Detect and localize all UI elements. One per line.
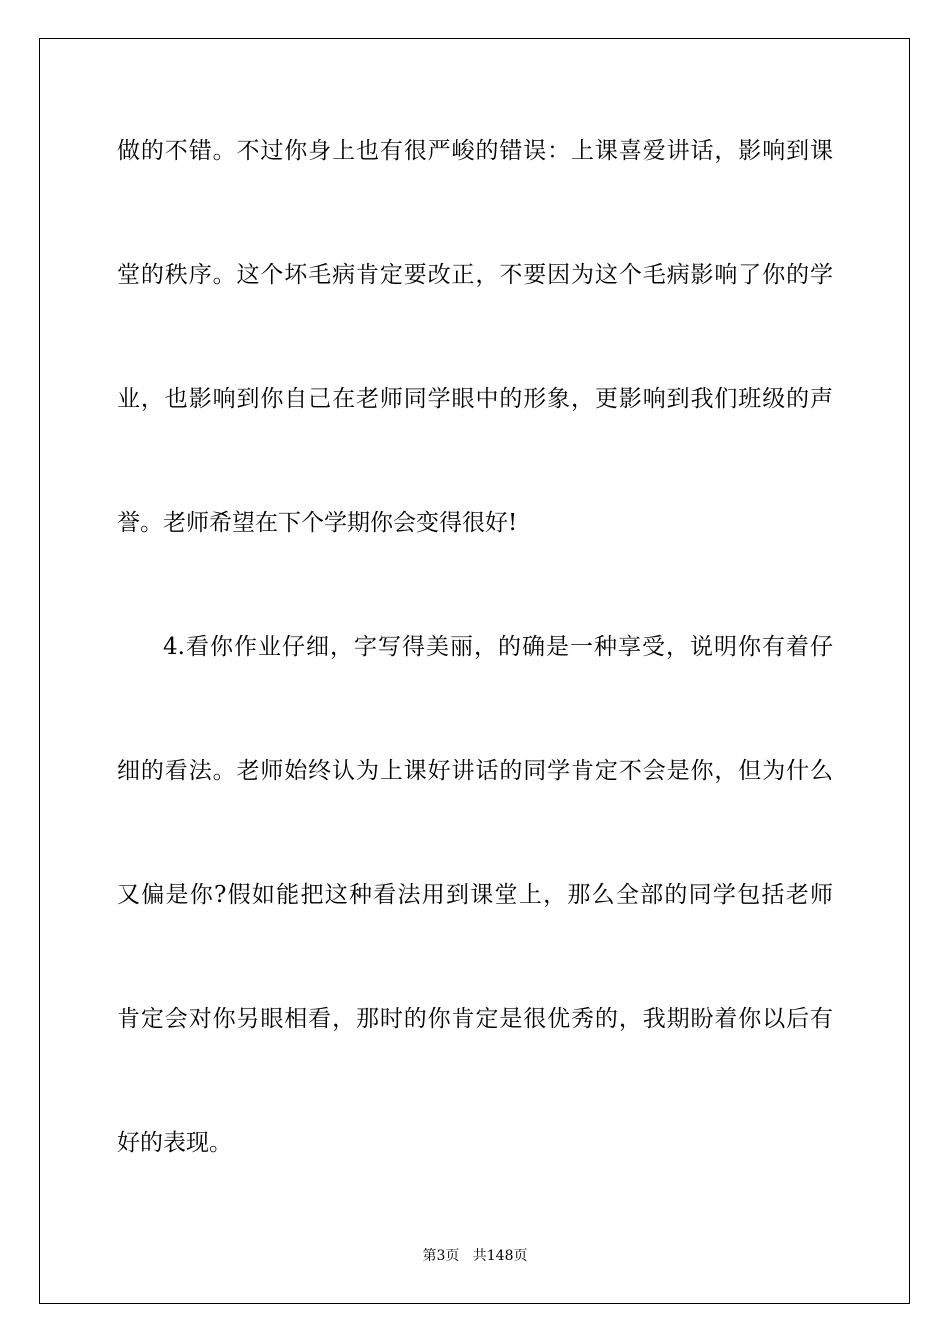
page-number: 第3页 [422, 1248, 460, 1264]
text-line-3: 业，也影响到你自己在老师同学眼中的形象，更影响到我们班级的声 [117, 386, 833, 412]
page-total: 共148页 [472, 1248, 528, 1264]
text-line-4: 誉。老师希望在下个学期你会变得很好! [117, 510, 518, 536]
page-border [39, 38, 910, 1304]
text-line-7: 又偏是你?假如能把这种看法用到课堂上，那么全部的同学包括老师 [117, 882, 833, 908]
text-line-6: 细的看法。老师始终认为上课好讲话的同学肯定不会是你，但为什么 [117, 758, 833, 784]
text-line-9: 好的表现。 [117, 1130, 232, 1156]
text-line-5: 4.看你作业仔细，字写得美丽，的确是一种享受，说明你有着仔 [163, 634, 833, 660]
page-footer [0, 1247, 950, 1265]
text-line-2: 堂的秩序。这个坏毛病肯定要改正，不要因为这个毛病影响了你的学 [117, 262, 833, 288]
text-line-8: 肯定会对你另眼相看，那时的你肯定是很优秀的，我期盼着你以后有 [117, 1006, 833, 1032]
text-line-1: 做的不错。不过你身上也有很严峻的错误：上课喜爱讲话，影响到课 [117, 138, 833, 164]
